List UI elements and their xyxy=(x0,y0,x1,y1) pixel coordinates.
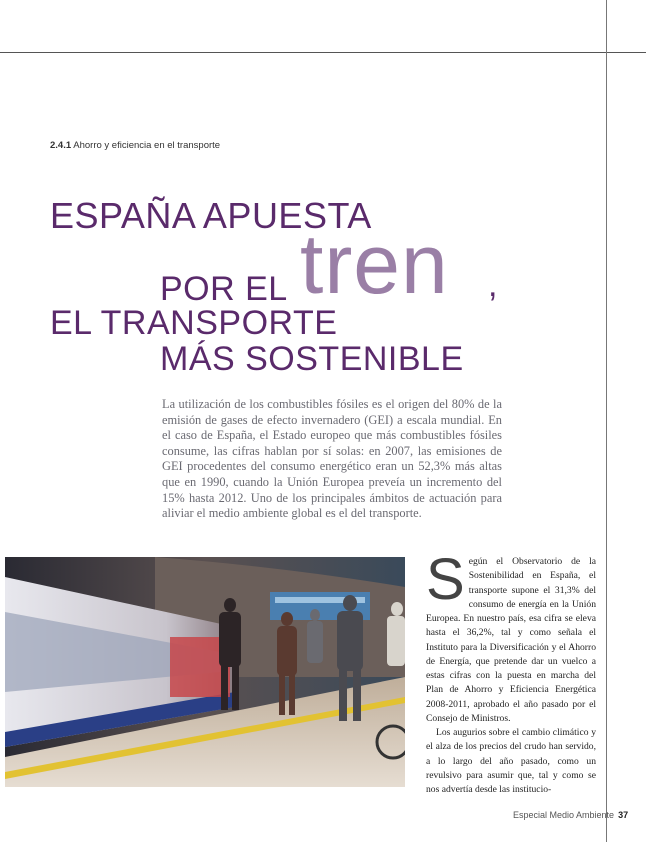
top-rule xyxy=(0,52,646,53)
headline-line-3: EL TRANSPORTE xyxy=(50,304,338,342)
section-title: Ahorro y eficiencia en el transporte xyxy=(73,140,221,151)
drop-cap: S xyxy=(426,547,465,612)
headline-line-4: MÁS SOSTENIBLE xyxy=(160,340,464,378)
footer-label: Especial Medio Ambiente xyxy=(513,810,615,820)
headline-highlight-word: tren xyxy=(300,217,449,311)
page-number: 37 xyxy=(618,810,629,820)
section-number: 2.4.1 xyxy=(50,140,72,151)
body-paragraph-1 xyxy=(426,547,596,726)
headline-line-1: ESPAÑA APUESTA xyxy=(50,195,372,236)
subway-station-photo xyxy=(5,557,405,787)
section-label xyxy=(50,140,220,151)
body-paragraph-2: Los augurios sobre el cambio climático y el alza de los precios del crudo han servido, a lo largo del año pasado, como un revulsivo para asumir que, tal y como se nos advertía desde las institucio- xyxy=(426,727,596,795)
page-footer xyxy=(513,810,628,820)
body-column xyxy=(426,547,596,797)
lead-paragraph: La utilización de los combustibles fósiles es el origen del 80% de la emisión de gases de efecto invernadero (GEI) a escala mundial. En el caso de España, el Estado europeo que más combustibles fósiles consume, las cifras hablan por sí solas: en 2007, las emisiones de GEI procedentes del consumo energético eran un 52,3% más altas que en 1990, cuando la Unión Europea preveía un incremento del 15% hasta 2012. Uno de los principales ámbitos de actuación para aliviar el medio ambiente global es el del transporte. xyxy=(162,397,502,521)
body-paragraph-1-text: egún el Observatorio de la Sostenibilidad en España, el transporte supone el 31,3% del consumo de energía en la Unión Europea. En nuestro país, esa cifra se eleva hasta el 36,2%, tal y como señala el Instituto para la Diversificación y el Ahorro de Energía, que pretende dar un vuelco a estas cifras con la puesta en marcha del Plan de Ahorro y Eficiencia Energética 2008-2011, aprobado el año pasado por el Consejo de Ministros. xyxy=(426,556,596,724)
right-margin-rule xyxy=(606,0,607,842)
headline-comma: , xyxy=(488,266,498,304)
headline-line-2: POR EL xyxy=(160,270,288,308)
